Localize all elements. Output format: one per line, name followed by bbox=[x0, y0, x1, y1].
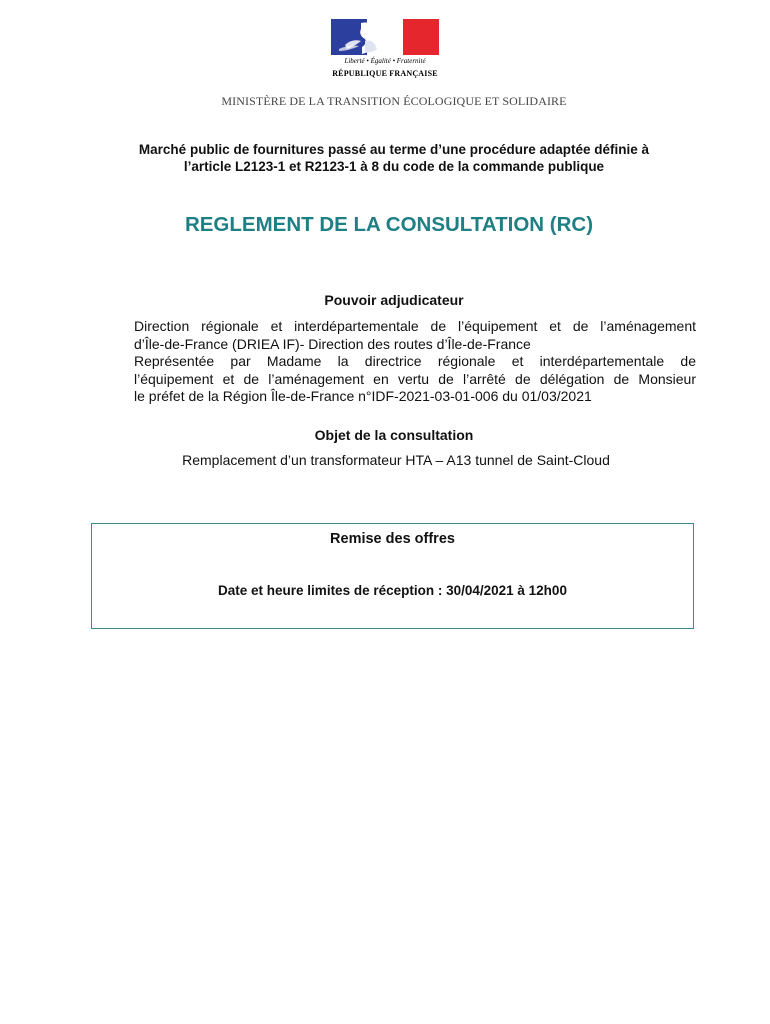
offers-deadline: Date et heure limites de réception : 30/04/2021 à 12h00 bbox=[218, 583, 567, 598]
procurement-subtitle bbox=[60, 141, 728, 175]
offers-heading: Remise des offres bbox=[330, 531, 455, 547]
logo-republic-name: RÉPUBLIQUE FRANÇAISE bbox=[332, 69, 438, 78]
authority-line: Représentée par Madame la directrice régionale et interdépartementale de bbox=[134, 353, 696, 370]
logo-motto: Liberté • Égalité • Fraternité bbox=[344, 57, 426, 65]
authority-line: l’équipement et de l’aménagement en vertu de l’arrêté de délégation de Monsieur bbox=[134, 370, 696, 387]
authority-body bbox=[134, 318, 696, 406]
authority-line: d’Île-de-France (DRIEA IF)- Direction des routes d’Île-de-France bbox=[134, 335, 531, 352]
authority-heading: Pouvoir adjudicateur bbox=[324, 292, 464, 308]
marianne-logo bbox=[331, 19, 439, 83]
subtitle-line-2: l’article L2123-1 et R2123-1 à 8 du code de la commande publique bbox=[183, 159, 605, 174]
authority-line: Direction régionale et interdépartementale de l’équipement et de l’aménagement bbox=[134, 318, 696, 334]
offers-box bbox=[91, 523, 694, 629]
authority-line: le préfet de la Région Île-de-France n°IDF-2021-03-01-006 du 01/03/2021 bbox=[134, 388, 592, 405]
document-title: REGLEMENT DE LA CONSULTATION (RC) bbox=[184, 213, 594, 236]
consultation-object: Remplacement d’un transformateur HTA – A13 tunnel de Saint-Cloud bbox=[182, 452, 610, 468]
ministry-name: MINISTÈRE DE LA TRANSITION ÉCOLOGIQUE ET SOLIDAIRE bbox=[221, 94, 567, 108]
consultation-heading: Objet de la consultation bbox=[314, 427, 474, 443]
subtitle-line-1: Marché public de fournitures passé au terme d’une procédure adaptée définie à bbox=[138, 142, 650, 157]
marianne-flag-icon bbox=[331, 19, 439, 57]
